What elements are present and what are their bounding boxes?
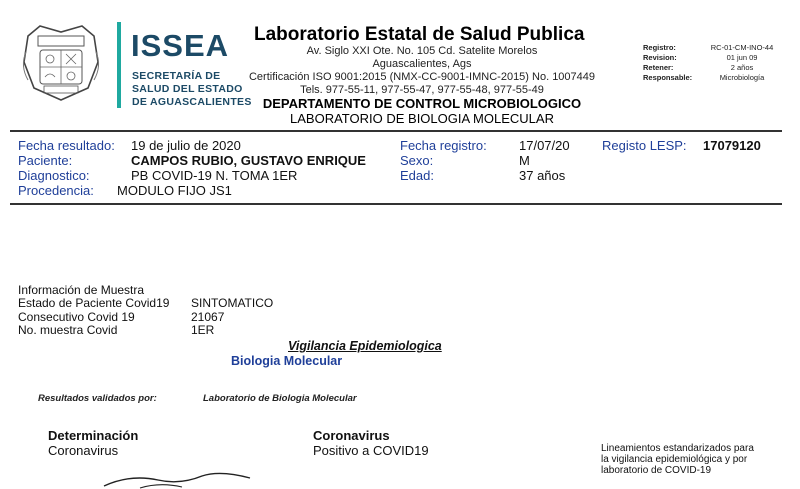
paciente-label: Paciente:	[18, 153, 73, 168]
meta-retener-value: 2 años	[730, 63, 754, 72]
issea-sub-line-3: DE AGUASCALIENTES	[132, 96, 252, 108]
patient-divider	[10, 203, 782, 205]
consecutivo-label: Consecutivo Covid 19	[18, 310, 135, 324]
fecha-resultado-label: Fecha resultado:	[18, 138, 115, 153]
coronavirus-header: Coronavirus	[313, 428, 390, 443]
diagnostico-value: PB COVID-19 N. TOMA 1ER	[131, 168, 298, 183]
determinacion-value: Coronavirus	[48, 443, 119, 458]
meta-registro-value: RC-01-CM-INO-44	[710, 43, 774, 52]
issea-sub-line-1: SECRETARÍA DE	[132, 70, 221, 82]
meta-revision-value: 01 jun 09	[726, 53, 758, 62]
fecha-registro-label: Fecha registro:	[400, 138, 487, 153]
lineamientos-line-1: Lineamientos estandarizados para	[601, 443, 754, 454]
phone-line: Tels. 977-55-11, 977-55-47, 977-55-48, 977-55-49	[300, 84, 544, 96]
procedencia-label: Procedencia:	[18, 183, 94, 198]
estado-paciente-value: SINTOMATICO	[191, 296, 274, 310]
city-line: Aguascalientes, Ags	[372, 58, 472, 70]
meta-registro-label: Registro:	[643, 43, 676, 52]
consecutivo-value: 21067	[191, 310, 225, 324]
issea-divider-bar	[117, 22, 121, 108]
lab-title: Laboratorio Estatal de Salud Publica	[254, 24, 585, 45]
validados-value: Laboratorio de Biologia Molecular	[203, 393, 357, 404]
paciente-value: CAMPOS RUBIO, GUSTAVO ENRIQUE	[131, 153, 366, 168]
meta-responsable-label: Responsable:	[643, 73, 693, 82]
lab-subtitle: LABORATORIO DE BIOLOGIA MOLECULAR	[290, 111, 554, 126]
determinacion-header: Determinación	[48, 428, 139, 443]
meta-responsable-value: Microbiología	[719, 73, 765, 82]
biologia-heading: Biologia Molecular	[231, 354, 343, 368]
header-divider	[10, 130, 782, 132]
state-seal-logo	[18, 22, 104, 104]
vigilancia-heading: Vigilancia Epidemiologica	[288, 339, 442, 353]
edad-label: Edad:	[400, 168, 434, 183]
lineamientos-line-2: la vigilancia epidemiológica y por	[601, 454, 748, 465]
issea-sub-line-2: SALUD DEL ESTADO	[132, 83, 243, 95]
department-title: DEPARTAMENTO DE CONTROL MICROBIOLOGICO	[262, 96, 582, 111]
coronavirus-result: Positivo a COVID19	[313, 443, 429, 458]
iso-certification-line: Certificación ISO 9001:2015 (NMX-CC-9001-IMNC-2015) No. 1007449	[248, 71, 596, 83]
address-line: Av. Siglo XXI Ote. No. 105 Cd. Satelite Morelos	[306, 45, 538, 57]
lineamientos-line-3: laboratorio de COVID-19	[601, 465, 712, 476]
no-muestra-value: 1ER	[191, 323, 215, 337]
validados-label: Resultados validados por:	[38, 393, 157, 404]
registo-lesp-value: 17079120	[703, 138, 761, 153]
edad-value: 37 años	[519, 168, 566, 183]
meta-retener-label: Retener:	[643, 63, 674, 72]
fecha-registro-value: 17/07/20	[519, 138, 570, 153]
meta-revision-label: Revision:	[643, 53, 677, 62]
diagnostico-label: Diagnostico:	[18, 168, 90, 183]
registo-lesp-label: Registo LESP:	[602, 138, 687, 153]
sexo-value: M	[519, 153, 530, 168]
sexo-label: Sexo:	[400, 153, 434, 168]
fecha-resultado-value: 19 de julio de 2020	[131, 138, 241, 153]
no-muestra-label: No. muestra Covid	[18, 323, 118, 337]
signature-scribble	[100, 468, 260, 489]
estado-paciente-label: Estado de Paciente Covid19	[18, 296, 170, 310]
muestra-title: Información de Muestra	[18, 283, 145, 297]
procedencia-value: MODULO FIJO JS1	[117, 183, 232, 198]
issea-logo-text: ISSEA	[131, 28, 230, 63]
